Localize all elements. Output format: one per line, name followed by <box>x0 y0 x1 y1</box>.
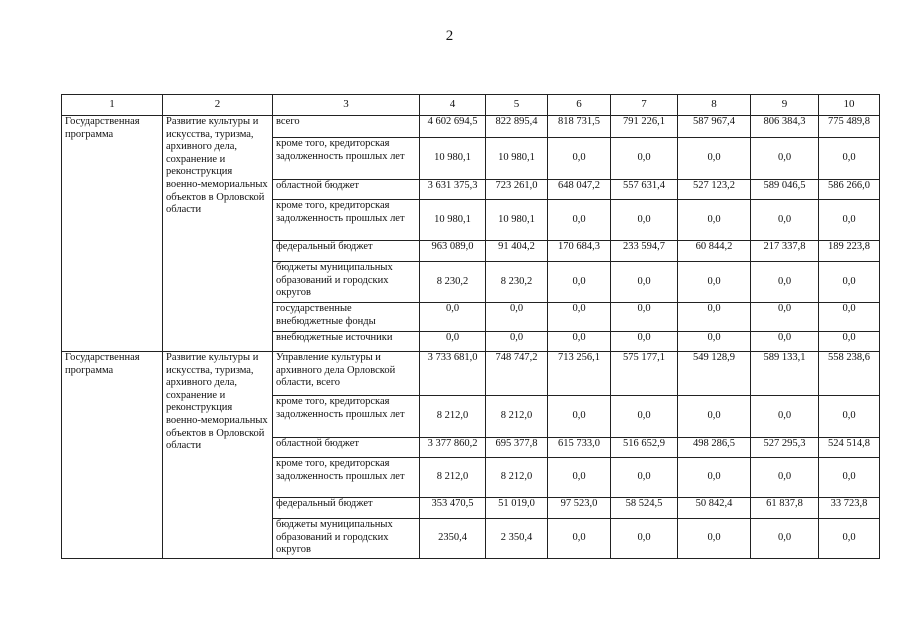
header-cell: 6 <box>548 95 611 116</box>
budget-table <box>61 94 880 559</box>
value-cell: 0,0 <box>678 458 751 498</box>
funding-source-cell: всего <box>273 116 420 138</box>
header-cell: 7 <box>611 95 678 116</box>
funding-source-cell: федеральный бюджет <box>273 241 420 262</box>
value-cell: 558 238,6 <box>819 352 880 396</box>
value-cell: 713 256,1 <box>548 352 611 396</box>
funding-source-cell: кроме того, кредиторская задолженность прошлых лет <box>273 200 420 241</box>
value-cell: 0,0 <box>548 332 611 352</box>
value-cell: 0,0 <box>819 458 880 498</box>
value-cell: 60 844,2 <box>678 241 751 262</box>
value-cell: 10 980,1 <box>420 138 486 180</box>
funding-source-cell: внебюджетные источники <box>273 332 420 352</box>
value-cell: 0,0 <box>611 303 678 332</box>
value-cell: 0,0 <box>678 303 751 332</box>
program-type-cell: Государственная программа <box>62 352 163 559</box>
value-cell: 91 404,2 <box>486 241 548 262</box>
value-cell: 963 089,0 <box>420 241 486 262</box>
program-name-cell: Развитие культуры и искусства, туризма, архивного дела, сохранение и реконструкция военно-мемориальных объектов в Орловской области <box>163 352 273 559</box>
header-cell: 8 <box>678 95 751 116</box>
value-cell: 589 046,5 <box>751 180 819 200</box>
value-cell: 527 295,3 <box>751 438 819 458</box>
value-cell: 806 384,3 <box>751 116 819 138</box>
value-cell: 0,0 <box>548 138 611 180</box>
funding-source-cell: кроме того, кредиторская задолженность прошлых лет <box>273 458 420 498</box>
value-cell: 575 177,1 <box>611 352 678 396</box>
value-cell: 58 524,5 <box>611 498 678 519</box>
value-cell: 0,0 <box>751 519 819 559</box>
header-cell: 1 <box>62 95 163 116</box>
value-cell: 524 514,8 <box>819 438 880 458</box>
value-cell: 0,0 <box>611 138 678 180</box>
program-type-cell: Государственная программа <box>62 116 163 352</box>
value-cell: 0,0 <box>751 396 819 438</box>
value-cell: 0,0 <box>486 332 548 352</box>
value-cell: 0,0 <box>548 396 611 438</box>
page-number: 2 <box>445 28 454 44</box>
funding-source-cell: федеральный бюджет <box>273 498 420 519</box>
header-cell: 4 <box>420 95 486 116</box>
value-cell: 723 261,0 <box>486 180 548 200</box>
value-cell: 549 128,9 <box>678 352 751 396</box>
header-cell: 2 <box>163 95 273 116</box>
value-cell: 0,0 <box>751 303 819 332</box>
value-cell: 0,0 <box>819 519 880 559</box>
value-cell: 4 602 694,5 <box>420 116 486 138</box>
value-cell: 822 895,4 <box>486 116 548 138</box>
value-cell: 0,0 <box>678 262 751 303</box>
table-row <box>62 116 880 138</box>
funding-source-cell: кроме того, кредиторская задолженность прошлых лет <box>273 138 420 180</box>
value-cell: 0,0 <box>678 396 751 438</box>
value-cell: 0,0 <box>751 138 819 180</box>
table-row <box>62 352 880 396</box>
value-cell: 3 733 681,0 <box>420 352 486 396</box>
value-cell: 615 733,0 <box>548 438 611 458</box>
funding-source-cell: Управление культуры и архивного дела Орловской области, всего <box>273 352 420 396</box>
value-cell: 217 337,8 <box>751 241 819 262</box>
value-cell: 0,0 <box>678 138 751 180</box>
value-cell: 8 212,0 <box>486 396 548 438</box>
value-cell: 0,0 <box>611 458 678 498</box>
value-cell: 791 226,1 <box>611 116 678 138</box>
value-cell: 8 212,0 <box>420 458 486 498</box>
value-cell: 0,0 <box>420 332 486 352</box>
value-cell: 516 652,9 <box>611 438 678 458</box>
value-cell: 8 212,0 <box>420 396 486 438</box>
value-cell: 0,0 <box>751 262 819 303</box>
header-cell: 5 <box>486 95 548 116</box>
value-cell: 61 837,8 <box>751 498 819 519</box>
value-cell: 648 047,2 <box>548 180 611 200</box>
value-cell: 0,0 <box>420 303 486 332</box>
value-cell: 0,0 <box>611 519 678 559</box>
value-cell: 8 230,2 <box>486 262 548 303</box>
funding-source-cell: областной бюджет <box>273 180 420 200</box>
value-cell: 2350,4 <box>420 519 486 559</box>
value-cell: 353 470,5 <box>420 498 486 519</box>
value-cell: 10 980,1 <box>486 200 548 241</box>
value-cell: 0,0 <box>751 200 819 241</box>
value-cell: 0,0 <box>819 262 880 303</box>
value-cell: 0,0 <box>678 200 751 241</box>
value-cell: 586 266,0 <box>819 180 880 200</box>
value-cell: 775 489,8 <box>819 116 880 138</box>
value-cell: 695 377,8 <box>486 438 548 458</box>
value-cell: 50 842,4 <box>678 498 751 519</box>
value-cell: 0,0 <box>486 303 548 332</box>
value-cell: 0,0 <box>611 396 678 438</box>
value-cell: 498 286,5 <box>678 438 751 458</box>
funding-source-cell: кроме того, кредиторская задолженность прошлых лет <box>273 396 420 438</box>
value-cell: 8 230,2 <box>420 262 486 303</box>
funding-source-cell: бюджеты муниципальных образований и городских округов <box>273 519 420 559</box>
value-cell: 557 631,4 <box>611 180 678 200</box>
header-cell: 9 <box>751 95 819 116</box>
value-cell: 189 223,8 <box>819 241 880 262</box>
value-cell: 10 980,1 <box>486 138 548 180</box>
value-cell: 0,0 <box>548 458 611 498</box>
funding-source-cell: государственные внебюджетные фонды <box>273 303 420 332</box>
program-name-cell: Развитие культуры и искусства, туризма, архивного дела, сохранение и реконструкция военно-мемориальных объектов в Орловской области <box>163 116 273 352</box>
value-cell: 8 212,0 <box>486 458 548 498</box>
value-cell: 10 980,1 <box>420 200 486 241</box>
value-cell: 51 019,0 <box>486 498 548 519</box>
value-cell: 0,0 <box>548 519 611 559</box>
funding-source-cell: бюджеты муниципальных образований и городских округов <box>273 262 420 303</box>
value-cell: 527 123,2 <box>678 180 751 200</box>
value-cell: 748 747,2 <box>486 352 548 396</box>
value-cell: 589 133,1 <box>751 352 819 396</box>
value-cell: 0,0 <box>819 332 880 352</box>
value-cell: 0,0 <box>611 200 678 241</box>
value-cell: 0,0 <box>548 200 611 241</box>
value-cell: 2 350,4 <box>486 519 548 559</box>
value-cell: 0,0 <box>819 396 880 438</box>
value-cell: 0,0 <box>819 303 880 332</box>
value-cell: 233 594,7 <box>611 241 678 262</box>
funding-source-cell: областной бюджет <box>273 438 420 458</box>
header-cell: 3 <box>273 95 420 116</box>
value-cell: 3 631 375,3 <box>420 180 486 200</box>
value-cell: 0,0 <box>678 332 751 352</box>
value-cell: 0,0 <box>548 262 611 303</box>
value-cell: 0,0 <box>611 262 678 303</box>
header-cell: 10 <box>819 95 880 116</box>
value-cell: 818 731,5 <box>548 116 611 138</box>
value-cell: 0,0 <box>678 519 751 559</box>
value-cell: 97 523,0 <box>548 498 611 519</box>
value-cell: 170 684,3 <box>548 241 611 262</box>
value-cell: 0,0 <box>819 138 880 180</box>
value-cell: 0,0 <box>751 332 819 352</box>
value-cell: 0,0 <box>819 200 880 241</box>
value-cell: 0,0 <box>548 303 611 332</box>
value-cell: 33 723,8 <box>819 498 880 519</box>
value-cell: 0,0 <box>611 332 678 352</box>
value-cell: 587 967,4 <box>678 116 751 138</box>
value-cell: 0,0 <box>751 458 819 498</box>
value-cell: 3 377 860,2 <box>420 438 486 458</box>
header-row <box>62 95 880 116</box>
